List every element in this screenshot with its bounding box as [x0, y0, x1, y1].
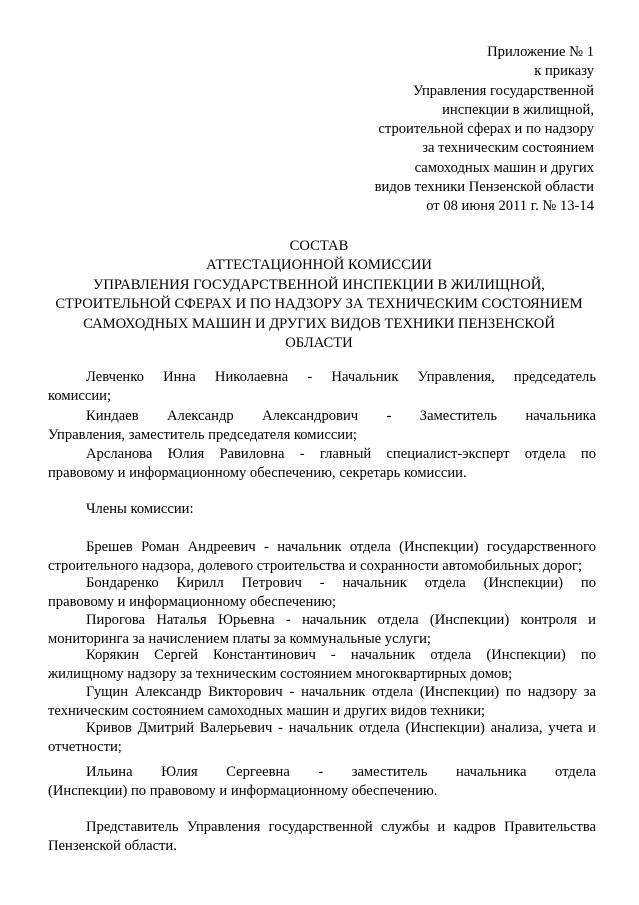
title-line: АТТЕСТАЦИОННОЙ КОМИССИИ	[206, 257, 432, 274]
entry-line-2: строительного надзора, долевого строительства и сохранности автомобильных дорог;	[48, 558, 583, 575]
appendix-line: к приказу	[534, 63, 594, 80]
member-entry	[48, 611, 596, 650]
member-position: начальник отдела (Инспекции) по	[342, 575, 597, 591]
appendix-date: от 08 июня 2011 г. № 13-14	[426, 198, 594, 215]
title-line: УПРАВЛЕНИЯ ГОСУДАРСТВЕННОЙ ИНСПЕКЦИИ В ЖИЛИЩНОЙ,	[93, 276, 545, 293]
secretary-entry	[48, 445, 596, 484]
entry-line-2: (Инспекции) по правовому и информационному обеспечению.	[48, 783, 438, 800]
entry-line-1	[48, 445, 596, 464]
entry-line-1: Представитель Управления государственной службы и кадров Правительства	[86, 819, 596, 835]
title-line: САМОХОДНЫХ МАШИН И ДРУГИХ ВИДОВ ТЕХНИКИ ПЕНЗЕНСКОЙ	[83, 315, 555, 332]
appendix-line: Приложение № 1	[487, 44, 594, 60]
entry-line-1: Брешев Роман Андреевич - начальник отдела (Инспекции) государственного	[86, 539, 596, 555]
dash-separator: -	[386, 408, 392, 424]
entry-line-2: техническим состоянием самоходных машин и других видов техники;	[48, 703, 486, 720]
member-position: заместитель начальника отдела	[351, 764, 596, 780]
title-line: СТРОИТЕЛЬНОЙ СФЕРАХ И ПО НАДЗОРУ ЗА ТЕХНИЧЕСКИМ СОСТОЯНИЕМ	[55, 296, 583, 313]
member-entry	[48, 538, 596, 577]
dash-separator: -	[299, 446, 305, 462]
entry-line-1	[48, 407, 596, 426]
entry-line-2: жилищному надзору за техническим состоянием многоквартирных домов;	[48, 666, 513, 683]
appendix-header	[350, 43, 594, 217]
member-entry	[48, 574, 596, 613]
member-entry	[48, 683, 596, 722]
entry-line-1	[48, 763, 596, 782]
member-entry	[48, 763, 596, 802]
member-entry	[48, 719, 596, 758]
member-entry	[48, 646, 596, 685]
member-name: Киндаев Александр Александрович	[86, 408, 359, 424]
member-name: Ильина Юлия Сергеевна	[86, 764, 290, 780]
appendix-line: за техническим состоянием	[422, 140, 594, 157]
dash-separator: -	[319, 575, 325, 591]
member-position: Заместитель начальника	[419, 408, 597, 424]
dash-separator: -	[307, 369, 313, 385]
representative-entry	[48, 818, 596, 857]
appendix-line: Управления государственной	[412, 82, 594, 99]
entry-line-1	[48, 368, 596, 387]
entry-line-2: комиссии;	[48, 388, 112, 405]
chairman-entry	[48, 368, 596, 407]
member-name: Левченко Инна Николаевна	[86, 369, 289, 385]
entry-line-1: Пирогова Наталья Юрьевна - начальник отдела (Инспекции) контроля и	[86, 612, 596, 628]
appendix-line: инспекции в жилищной,	[442, 101, 594, 118]
entry-line-1: Гущин Александр Викторович - начальник отдела (Инспекции) по надзору за	[86, 684, 596, 700]
dash-separator: -	[318, 764, 324, 780]
member-position: Начальник Управления, председатель	[331, 369, 596, 385]
appendix-line: самоходных машин и других	[414, 159, 594, 176]
entry-line-1: Кривов Дмитрий Валерьевич - начальник отдела (Инспекции) анализа, учета и	[86, 720, 596, 736]
members-heading-text: Члены комиссии:	[86, 501, 194, 517]
members-heading	[48, 500, 596, 519]
appendix-line: видов техники Пензенской области	[374, 179, 594, 196]
entry-line-2: правовому и информационному обеспечению, секретарь комиссии.	[48, 465, 467, 482]
title-line: СОСТАВ	[289, 238, 349, 254]
deputy-chairman-entry	[48, 407, 596, 446]
member-position: главный специалист-эксперт отдела по	[319, 446, 597, 462]
entry-line-1	[48, 574, 596, 593]
entry-line-1: Корякин Сергей Константинович - начальник отдела (Инспекции) по	[86, 647, 596, 663]
entry-line-2: Пензенской области.	[48, 838, 177, 855]
entry-line-2: мониторинга за начислением платы за коммунальные услуги;	[48, 631, 431, 648]
entry-line-2: Управления, заместитель председателя комиссии;	[48, 427, 357, 444]
member-name: Бондаренко Кирилл Петрович	[86, 575, 302, 591]
title-line: ОБЛАСТИ	[285, 335, 353, 352]
member-name: Арсланова Юлия Равиловна	[86, 446, 285, 462]
entry-line-2: правовому и информационному обеспечению;	[48, 594, 337, 611]
entry-line-2: отчетности;	[48, 739, 122, 756]
appendix-line: строительной сферах и по надзору	[378, 121, 594, 138]
document-title	[40, 237, 598, 353]
